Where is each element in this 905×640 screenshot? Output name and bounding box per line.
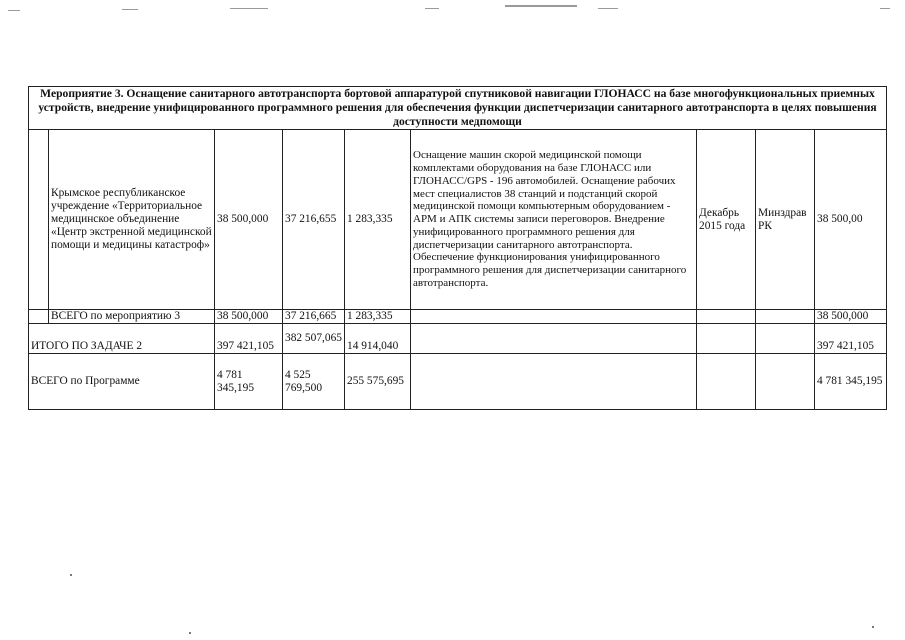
- scan-artifact: [880, 8, 890, 9]
- task-total-total: 397 421,105: [215, 324, 283, 354]
- program-total-regional: 255 575,695: [345, 354, 411, 410]
- program-total-label: ВСЕГО по Программе: [29, 354, 215, 410]
- scan-artifact: [872, 626, 874, 628]
- scan-artifact: [122, 9, 138, 10]
- deadline-cell: Декабрь 2015 года: [697, 130, 756, 310]
- scan-artifact: [425, 8, 439, 9]
- program-table: [28, 86, 887, 410]
- total-amount-cell: 38 500,000: [215, 130, 283, 310]
- empty-cell: [756, 310, 815, 324]
- organization-cell: Крымское республиканское учреждение «Территориальное медицинское объединение «Центр экстренной медицинской помощи и медицины катастроф»: [49, 130, 215, 310]
- task-total-label: ИТОГО ПО ЗАДАЧЕ 2: [29, 324, 215, 354]
- empty-cell: [697, 310, 756, 324]
- table-row: [29, 130, 887, 310]
- section-title-row: [29, 87, 887, 130]
- program-total-result: 4 781 345,195: [815, 354, 887, 410]
- subtotal-result: 38 500,000: [815, 310, 887, 324]
- empty-cell: [697, 324, 756, 354]
- empty-cell: [756, 354, 815, 410]
- subtotal-federal: 37 216,665: [283, 310, 345, 324]
- table-row-program-total: [29, 354, 887, 410]
- empty-cell: [697, 354, 756, 410]
- subtotal-label: ВСЕГО по мероприятию 3: [49, 310, 215, 324]
- task-total-federal: 382 507,065: [283, 324, 345, 354]
- table-row-subtotal: [29, 310, 887, 324]
- scan-artifact: [70, 574, 72, 576]
- subtotal-regional: 1 283,335: [345, 310, 411, 324]
- program-total-total: 4 781 345,195: [215, 354, 283, 410]
- scan-artifact: [598, 8, 618, 9]
- subtotal-total: 38 500,000: [215, 310, 283, 324]
- empty-cell: [411, 324, 697, 354]
- row-number-cell: [29, 130, 49, 310]
- program-total-federal: 4 525 769,500: [283, 354, 345, 410]
- scan-artifact: [230, 8, 268, 9]
- empty-cell: [29, 310, 49, 324]
- task-total-regional: 14 914,040: [345, 324, 411, 354]
- empty-cell: [411, 354, 697, 410]
- scan-artifact: [505, 5, 577, 7]
- description-cell: Оснащение машин скорой медицинской помощи комплектами оборудования на базе ГЛОНАСС или ГЛОНАСС/GPS - 196 автомобилей. Оснащение рабочих мест специалистов 38 станций и подстанций скорой медицинской помощи компьютерным оборудованием - АРМ и АПК системы записи переговоров. Внедрение унифицированного программного решения для диспетчеризации санитарного автотранспорта. Обеспечение функционирования унифицированного программного решения для диспетчеризации санитарного автотранспорта.: [411, 130, 697, 310]
- result-cell: 38 500,00: [815, 130, 887, 310]
- table-row-task-total: [29, 324, 887, 354]
- regional-amount-cell: 1 283,335: [345, 130, 411, 310]
- empty-cell: [756, 324, 815, 354]
- scan-artifact: [8, 10, 20, 11]
- task-total-result: 397 421,105: [815, 324, 887, 354]
- responsible-cell: Минздрав РК: [756, 130, 815, 310]
- scan-artifact: [189, 632, 191, 634]
- section-title: Мероприятие 3. Оснащение санитарного автотранспорта бортовой аппаратурой спутниковой навигации ГЛОНАСС на базе многофункциональных приемных устройств, внедрение унифицированного программного решения для обеспечения функции диспетчеризации санитарного автотранспорта в целях повышения доступности медпомощи: [29, 87, 887, 130]
- empty-cell: [411, 310, 697, 324]
- federal-amount-cell: 37 216,655: [283, 130, 345, 310]
